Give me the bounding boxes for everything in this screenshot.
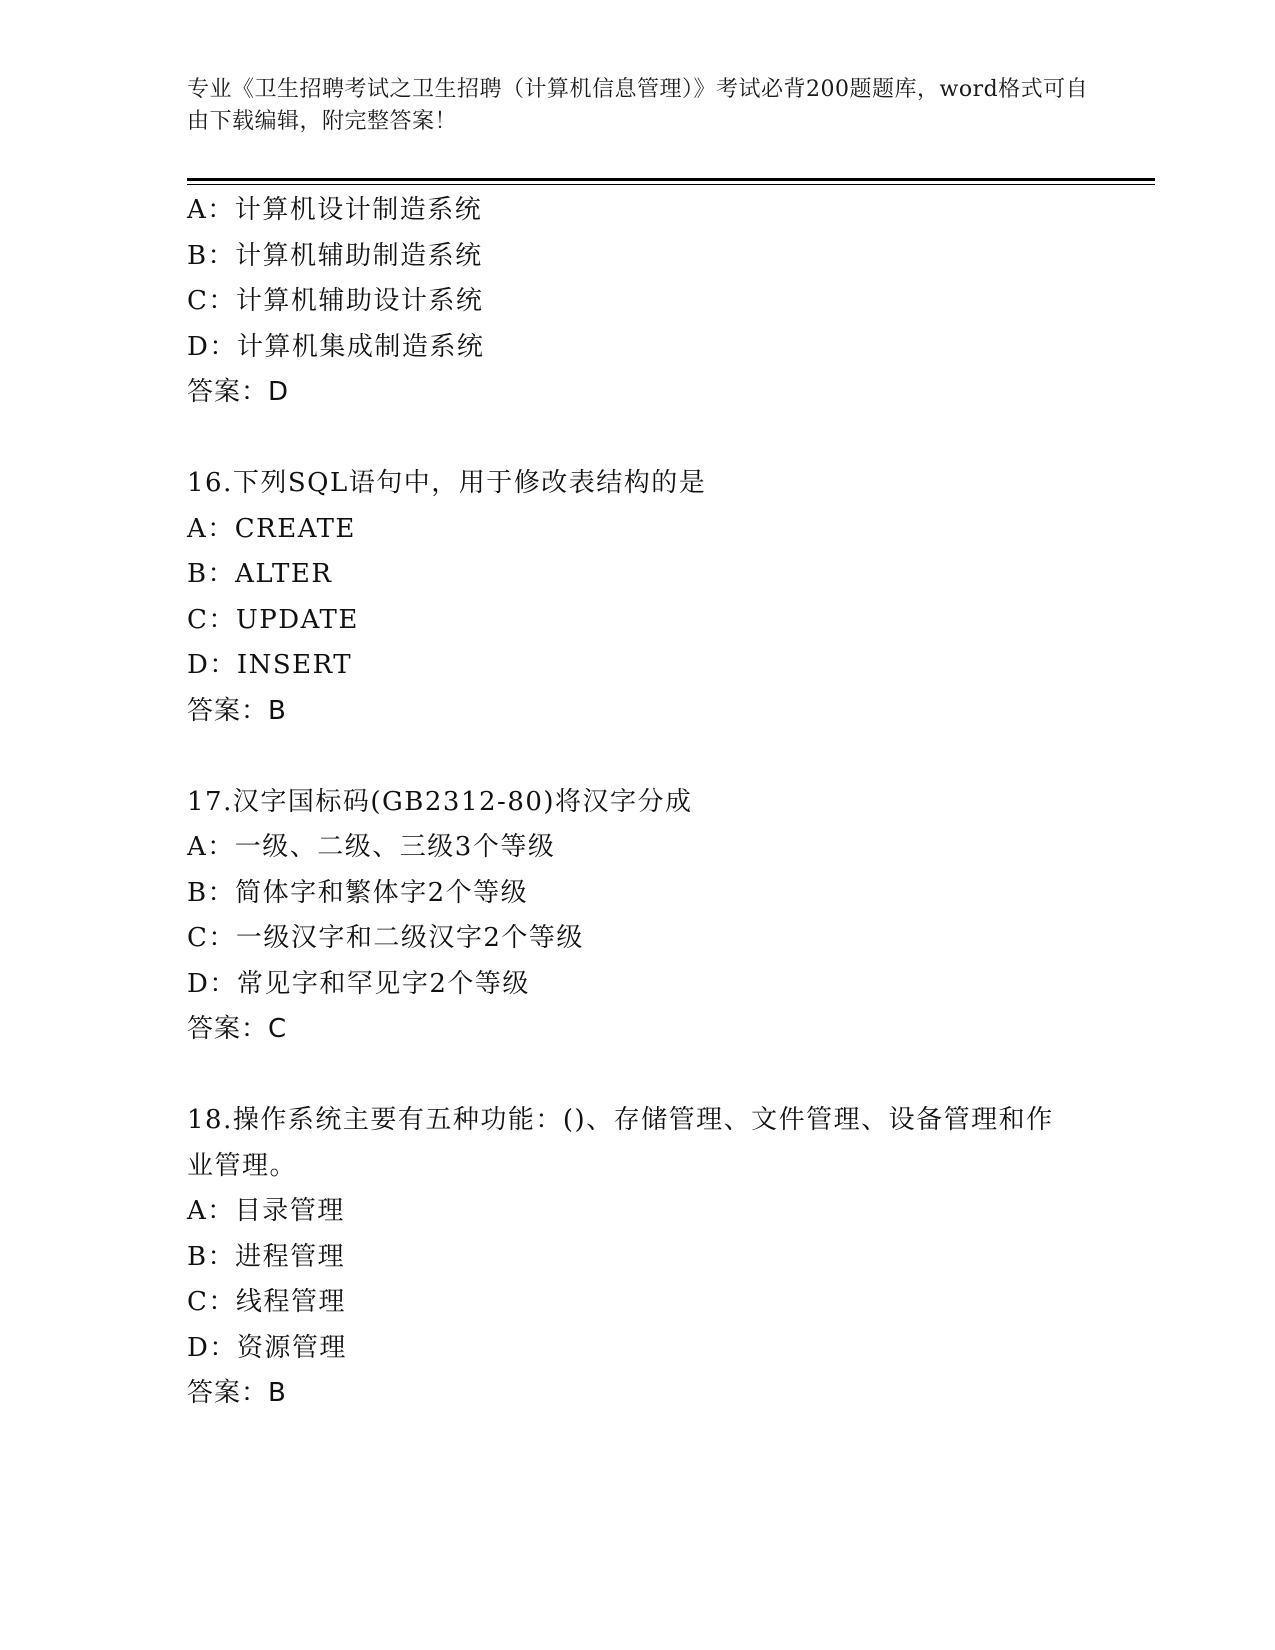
document-header: 专业《卫生招聘考试之卫生招聘（计算机信息管理）》考试必背200题题库，word格式可自由下载编辑，附完整答案！ xyxy=(187,77,1089,134)
option-b: B：计算机辅助制造系统 xyxy=(187,240,483,271)
option-a: A：目录管理 xyxy=(187,1196,345,1226)
option-d: D：资源管理 xyxy=(187,1332,347,1363)
document-body xyxy=(187,188,1147,1417)
option-c: C：线程管理 xyxy=(187,1287,346,1317)
answer-line: 答案：D xyxy=(187,377,290,407)
option-a: A：计算机设计制造系统 xyxy=(187,195,483,225)
option-c: C：UPDATE xyxy=(187,604,359,635)
option-a: A：CREATE xyxy=(187,513,356,544)
spacer xyxy=(187,734,1147,780)
question-15-continued xyxy=(187,188,1147,416)
answer-line: 答案：B xyxy=(187,695,287,726)
option-a: A：一级、二级、三级3个等级 xyxy=(187,832,556,862)
spacer xyxy=(187,1053,1147,1099)
answer-line: 答案：C xyxy=(187,1014,288,1044)
question-16 xyxy=(187,461,1147,734)
option-d: D：计算机集成制造系统 xyxy=(187,331,485,362)
header-rule-thick xyxy=(187,178,1155,181)
option-b: B：ALTER xyxy=(187,559,333,589)
question-stem: 17.汉字国标码(GB2312-80)将汉字分成 xyxy=(187,786,693,817)
question-18 xyxy=(187,1098,1147,1417)
question-17 xyxy=(187,780,1147,1053)
spacer xyxy=(187,416,1147,462)
header-rule-thin xyxy=(187,184,1155,185)
option-c: C：一级汉字和二级汉字2个等级 xyxy=(187,923,584,953)
option-b: B：简体字和繁体字2个等级 xyxy=(187,877,529,908)
question-stem: 18.操作系统主要有五种功能：()、存储管理、文件管理、设备管理和作业管理。 xyxy=(187,1105,1054,1181)
option-c: C：计算机辅助设计系统 xyxy=(187,286,484,316)
option-d: D：INSERT xyxy=(187,650,353,680)
answer-line: 答案：B xyxy=(187,1378,287,1408)
option-d: D：常见字和罕见字2个等级 xyxy=(187,968,530,999)
option-b: B：进程管理 xyxy=(187,1241,346,1272)
question-stem: 16.下列SQL语句中，用于修改表结构的是 xyxy=(187,468,707,498)
